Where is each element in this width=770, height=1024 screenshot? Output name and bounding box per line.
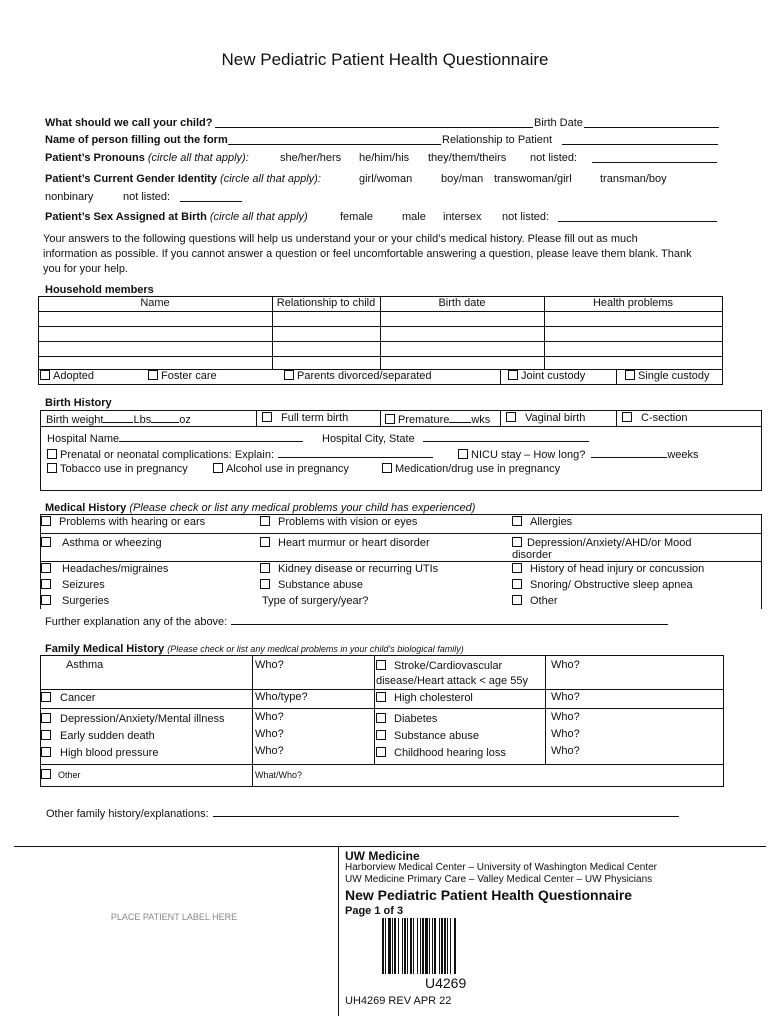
medical-option[interactable]: Problems with hearing or ears — [41, 516, 205, 528]
sex-other-field[interactable] — [558, 211, 717, 222]
household-col-health: Health problems — [592, 297, 674, 309]
checkbox[interactable] — [625, 370, 635, 380]
sex-row — [45, 211, 308, 223]
vaginal-option[interactable]: Vaginal birth — [506, 412, 585, 424]
barcode-bar — [420, 918, 421, 974]
org-line-1: Harborview Medical Center – University of Washington Medical Center — [345, 862, 657, 873]
household-col-birthdate: Birth date — [438, 297, 486, 309]
call-child-field[interactable] — [215, 117, 533, 128]
gender-other-field[interactable] — [180, 191, 242, 202]
surgery-type-label: Type of surgery/year? — [262, 595, 369, 607]
barcode-bar — [392, 918, 393, 974]
checkbox[interactable] — [260, 516, 270, 526]
checkbox[interactable] — [382, 463, 392, 473]
org-name: UW Medicine — [345, 849, 420, 863]
family-who-field[interactable]: Who? — [255, 711, 284, 723]
sex-option[interactable]: not listed: — [502, 211, 550, 223]
checkbox[interactable] — [512, 563, 522, 573]
checkbox[interactable] — [508, 370, 518, 380]
pronoun-option[interactable]: he/him/his — [359, 152, 410, 164]
medical-heading: Medical History — [45, 502, 127, 514]
barcode-bar — [444, 918, 446, 974]
gender-hint: (circle all that apply): — [220, 173, 321, 185]
barcode-bar — [441, 918, 443, 974]
footer-divider-vertical — [338, 846, 339, 1016]
barcode-bar — [410, 918, 412, 974]
form-revision: UH4269 REV APR 22 — [345, 995, 452, 1007]
medical-option[interactable]: Substance abuse — [260, 579, 363, 591]
medical-option[interactable]: Allergies — [512, 516, 572, 528]
birth-date-label: Birth Date — [534, 117, 583, 129]
sex-option[interactable]: female — [340, 211, 374, 223]
medical-option[interactable]: Kidney disease or recurring UTIs — [260, 563, 438, 575]
checkbox[interactable] — [41, 537, 51, 547]
family-who-field[interactable]: What/Who? — [255, 770, 303, 780]
alcohol-option[interactable]: Alcohol use in pregnancy — [213, 463, 349, 475]
checkbox[interactable] — [41, 579, 51, 589]
birth-date-field[interactable] — [584, 117, 719, 128]
sex-option[interactable]: male — [402, 211, 426, 223]
checkbox[interactable] — [376, 692, 386, 702]
medical-option[interactable]: Depression/Anxiety/AHD/or Mood — [512, 537, 691, 549]
sex-label: Patient’s Sex Assigned at Birth — [45, 211, 207, 223]
csection-option[interactable]: C-section — [622, 412, 687, 424]
barcode-bar — [434, 918, 436, 974]
medical-option[interactable]: History of head injury or concussion — [512, 563, 704, 575]
checkbox[interactable] — [260, 563, 270, 573]
barcode-bar — [425, 918, 428, 974]
checkbox[interactable] — [512, 537, 522, 547]
checkbox[interactable] — [41, 747, 51, 757]
medication-option[interactable]: Medication/drug use in pregnancy — [382, 463, 560, 475]
pronoun-other-field[interactable] — [592, 152, 717, 163]
barcode-bar — [450, 918, 451, 974]
barcode-bar — [413, 918, 414, 974]
checkbox[interactable] — [41, 713, 51, 723]
other-family-history-field[interactable]: Other family history/explanations: — [46, 806, 679, 820]
family-item[interactable]: Depression/Anxiety/Mental illness — [41, 713, 224, 725]
family-hint: (Please check or list any medical problems in your child’s biological family) — [167, 644, 464, 654]
medical-option[interactable]: Problems with vision or eyes — [260, 516, 417, 528]
page-title: New Pediatric Patient Health Questionnaire — [221, 50, 549, 69]
medical-option[interactable]: Heart murmur or heart disorder — [260, 537, 430, 549]
household-option[interactable]: Single custody — [625, 370, 710, 382]
nicu-field[interactable]: NICU stay – How long? weeks — [458, 447, 699, 461]
checkbox[interactable] — [41, 563, 51, 573]
household-col-name: Name — [140, 297, 170, 309]
further-explanation-field[interactable]: Further explanation any of the above: — [45, 614, 668, 628]
checkbox[interactable] — [47, 463, 57, 473]
medical-option-continued: disorder — [512, 549, 552, 561]
barcode-bar — [407, 918, 408, 974]
barcode-bar — [429, 918, 430, 974]
medical-option[interactable]: Asthma or wheezing — [41, 537, 162, 549]
family-item: Asthma — [66, 659, 104, 671]
hospital-name-field[interactable]: Hospital Name — [47, 431, 303, 445]
barcode-bar — [422, 918, 424, 974]
checkbox[interactable] — [376, 713, 386, 723]
family-item[interactable]: High cholesterol — [376, 692, 473, 704]
barcode-bar — [439, 918, 440, 974]
checkbox[interactable] — [41, 595, 51, 605]
checkbox[interactable] — [41, 516, 51, 526]
birth-weight-field[interactable]: Birth weight Lbs oz — [46, 414, 191, 426]
hospital-city-field[interactable]: Hospital City, State — [322, 431, 589, 445]
medical-heading-row — [45, 502, 475, 514]
gender-option[interactable]: transman/boy — [600, 173, 667, 185]
pronouns-row — [45, 152, 249, 164]
medical-option[interactable]: Snoring/ Obstructive sleep apnea — [512, 579, 693, 591]
pronoun-option[interactable]: they/them/theirs — [428, 152, 507, 164]
barcode-text: U4269 — [425, 975, 467, 991]
family-item[interactable]: Stroke/Cardiovascular — [376, 660, 502, 672]
gender-option[interactable]: boy/man — [441, 173, 484, 185]
family-heading-row — [45, 643, 464, 655]
household-option[interactable]: Foster care — [148, 370, 217, 382]
org-line-2: UW Medicine Primary Care – Valley Medical Center – UW Physicians — [345, 874, 653, 885]
family-item[interactable]: Early sudden death — [41, 730, 155, 742]
gender-option[interactable]: not listed: — [123, 191, 171, 203]
patient-label-placeholder: PLACE PATIENT LABEL HERE — [110, 912, 238, 922]
page-number: Page 1 of 3 — [345, 905, 404, 917]
family-who-field[interactable]: Who? — [255, 728, 284, 740]
barcode-bar — [454, 918, 456, 974]
barcode-bar — [385, 918, 386, 974]
full-term-option[interactable]: Full term birth — [262, 412, 348, 424]
barcode-bar — [417, 918, 418, 974]
checkbox[interactable] — [284, 370, 294, 380]
filler-label: Name of person filling out the form — [45, 134, 228, 146]
family-item[interactable]: Substance abuse — [376, 730, 479, 742]
tobacco-option[interactable]: Tobacco use in pregnancy — [47, 463, 188, 475]
gender-row — [45, 173, 321, 185]
gender-label: Patient’s Current Gender Identity — [45, 173, 217, 185]
checkbox[interactable] — [260, 537, 270, 547]
checkbox[interactable] — [376, 730, 386, 740]
checkbox[interactable] — [41, 692, 51, 702]
medical-option[interactable]: Headaches/migraines — [41, 563, 168, 575]
barcode-bar — [404, 918, 406, 974]
family-who-field[interactable]: Who? — [551, 659, 580, 671]
birth-heading: Birth History — [45, 397, 112, 409]
barcode-bar — [447, 918, 448, 974]
family-item[interactable]: Other — [41, 769, 81, 781]
medical-hint: (Please check or list any medical problems your child has experienced) — [129, 502, 476, 514]
checkbox[interactable] — [40, 370, 50, 380]
pronouns-label: Patient’s Pronouns — [45, 152, 145, 164]
call-child-label: What should we call your child? — [45, 117, 213, 129]
checkbox[interactable] — [213, 463, 223, 473]
barcode-bar — [382, 918, 384, 974]
pronouns-hint: (circle all that apply): — [147, 152, 249, 164]
sex-option[interactable]: intersex — [443, 211, 482, 223]
gender-option[interactable]: transwoman/girl — [494, 173, 572, 185]
checkbox[interactable] — [47, 449, 57, 459]
medical-option[interactable]: Surgeries — [41, 595, 109, 607]
checkbox[interactable] — [41, 730, 51, 740]
checkbox[interactable] — [376, 660, 386, 670]
prenatal-field[interactable]: Prenatal or neonatal complications: Explain: — [47, 447, 433, 461]
family-who-field[interactable]: Who? — [551, 745, 580, 757]
family-who-field[interactable]: Who? — [255, 745, 284, 757]
checkbox[interactable] — [458, 449, 468, 459]
checkbox[interactable] — [622, 412, 632, 422]
barcode-bar — [402, 918, 403, 974]
family-who-field[interactable]: Who/type? — [255, 691, 308, 703]
checkbox[interactable] — [385, 414, 395, 424]
pronoun-option[interactable]: she/her/hers — [280, 152, 342, 164]
family-item[interactable]: High blood pressure — [41, 747, 158, 759]
barcode-bar — [388, 918, 391, 974]
barcode-bar — [432, 918, 433, 974]
household-option[interactable]: Parents divorced/separated — [284, 370, 432, 382]
barcode-bar — [394, 918, 396, 974]
sex-hint: (circle all that apply) — [209, 211, 308, 223]
checkbox[interactable] — [506, 412, 516, 422]
family-who-field[interactable]: Who? — [255, 659, 284, 671]
checkbox[interactable] — [41, 769, 51, 779]
family-heading: Family Medical History — [45, 643, 165, 655]
checkbox[interactable] — [512, 579, 522, 589]
barcode-bar — [398, 918, 399, 974]
family-item[interactable]: Childhood hearing loss — [376, 747, 506, 759]
intro-paragraph: Your answers to the following questions will help us understand your or your child’s medical history. Please fill out as much information as possible. If you cannot answer a question or feel uncomfortable answering a question, please leave them blank. Thank you for your help. — [43, 233, 692, 275]
relationship-field[interactable] — [562, 134, 718, 145]
checkbox[interactable] — [260, 579, 270, 589]
checkbox[interactable] — [262, 412, 272, 422]
family-item-continued: disease/Heart attack < age 55y — [376, 675, 528, 687]
household-option[interactable]: Adopted — [40, 370, 94, 382]
checkbox[interactable] — [148, 370, 158, 380]
checkbox[interactable] — [512, 516, 522, 526]
family-item[interactable]: Diabetes — [376, 713, 437, 725]
family-item[interactable]: Cancer — [41, 692, 95, 704]
medical-option[interactable]: Seizures — [41, 579, 105, 591]
filler-field[interactable] — [228, 134, 441, 145]
form-title: New Pediatric Patient Health Questionnaire — [345, 887, 633, 903]
family-who-field[interactable]: Who? — [551, 711, 580, 723]
checkbox[interactable] — [376, 747, 386, 757]
household-col-relationship: Relationship to child — [276, 297, 376, 309]
household-option[interactable]: Joint custody — [508, 370, 585, 382]
gender-option[interactable]: girl/woman — [359, 173, 413, 185]
checkbox[interactable] — [512, 595, 522, 605]
relationship-label: Relationship to Patient — [442, 134, 553, 146]
family-who-field[interactable]: Who? — [551, 691, 580, 703]
medical-option[interactable]: Other — [512, 595, 558, 607]
barcode — [382, 918, 492, 974]
pronoun-option[interactable]: not listed: — [530, 152, 578, 164]
premature-option[interactable]: Premature wks — [385, 412, 490, 426]
family-who-field[interactable]: Who? — [551, 728, 580, 740]
footer-divider — [14, 846, 766, 847]
household-heading: Household members — [45, 284, 154, 296]
gender-option[interactable]: nonbinary — [45, 191, 94, 203]
